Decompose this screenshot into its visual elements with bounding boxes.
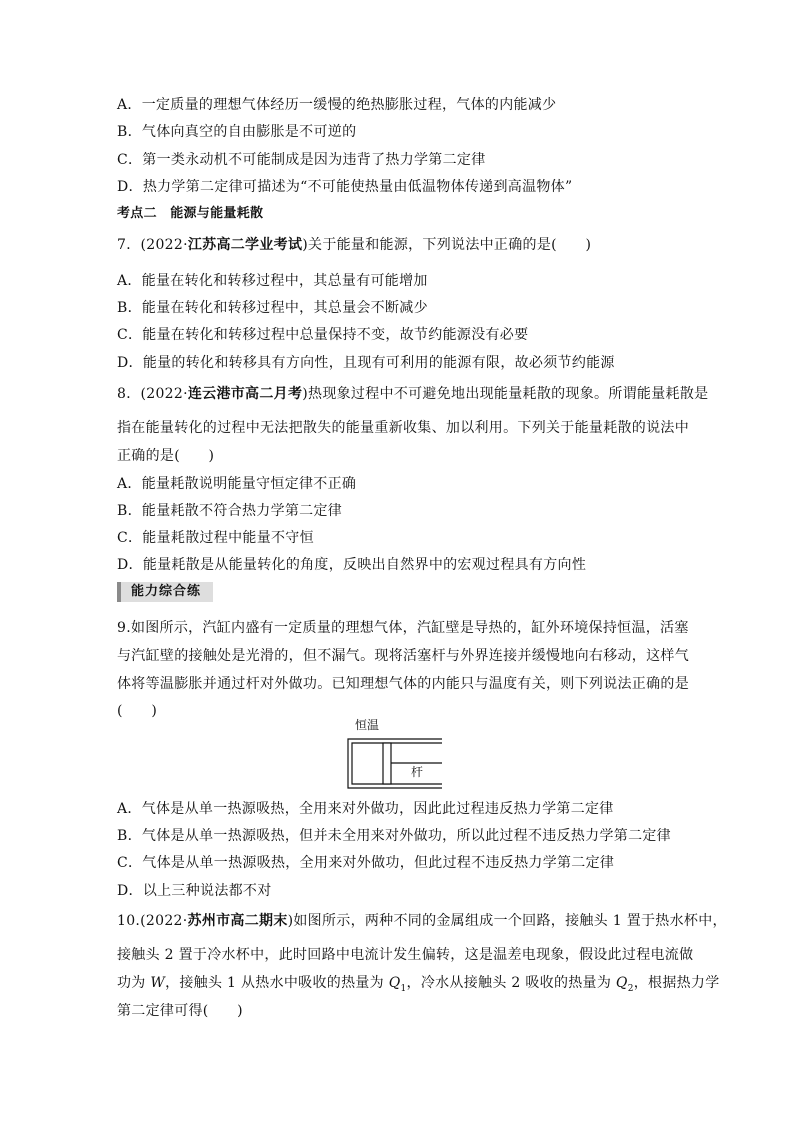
- figure-label-rod: 杆: [411, 765, 424, 779]
- q6-option-b: B．气体向真空的自由膨胀是不可逆的: [117, 124, 357, 140]
- cylinder-piston-figure: [345, 718, 445, 790]
- q10-sub-1: 1: [400, 983, 407, 994]
- q8-option-a: A．能量耗散说明能量守恒定律不正确: [117, 476, 357, 492]
- q10-stem-line3: [117, 974, 720, 998]
- q8-option-b: B．能量耗散不符合热力学第二定律: [117, 503, 343, 519]
- q10-sub-2: 2: [627, 983, 634, 994]
- q10-text-d: ，根据热力学: [633, 975, 720, 991]
- piston: [383, 743, 391, 784]
- q8-stem-line1: [117, 385, 708, 403]
- q9-option-c: C．气体是从单一热源吸热，全用来对外做功，但此过程不违反热力学第二定律: [117, 855, 615, 871]
- q10-stem-line4: 第二定律可得( ): [117, 1003, 243, 1019]
- q10-stem-text: )如图所示，两种不同的金属组成一个回路，接触头 1 置于热水杯中，: [287, 913, 727, 929]
- q10-text-b: ，接触头 1 从热水中吸收的热量为: [165, 975, 389, 991]
- q7-stem-text: )关于能量和能源，下列说法中正确的是( ): [302, 237, 592, 253]
- q8-stem-line2: 指在能量转化的过程中无法把散失的能量重新收集、加以利用。下列关于能量耗散的说法中: [117, 420, 689, 436]
- q9-option-a: A．气体是从单一热源吸热，全用来对外做功，因此此过程违反热力学第二定律: [117, 801, 614, 817]
- q10-text-a: 功为: [117, 975, 151, 991]
- q10-var-q1: Q: [388, 975, 401, 991]
- q9-stem-line4: ( ): [117, 703, 158, 719]
- q8-option-d: D．能量耗散是从能量转化的角度，反映出自然界中的宏观过程具有方向性: [117, 557, 587, 573]
- q7-option-d: D．能量的转化和转移具有方向性，且现有可利用的能源有限，故必须节约能源: [117, 355, 615, 371]
- q8-option-c: C．能量耗散过程中能量不守恒: [117, 530, 314, 546]
- q8-prefix: 8．(2022·: [117, 386, 188, 402]
- q10-var-q2: Q: [615, 975, 628, 991]
- cylinder-diagram: [345, 718, 445, 790]
- q10-source: 苏州市高二期末: [187, 913, 288, 929]
- q9-stem-line1: 9.如图所示，汽缸内盛有一定质量的理想气体，汽缸壁是导热的，缸外环境保持恒温，活塞: [117, 620, 689, 636]
- q7-source: 江苏高二学业考试: [187, 237, 303, 253]
- q10-stem-line2: 接触头 2 置于冷水杯中，此时回路中电流计发生偏转，这是温差电现象，假设此过程电流做: [117, 947, 694, 963]
- section-banner-ability: 能力综合练: [117, 582, 213, 602]
- q6-option-c: C．第一类永动机不可能制成是因为违背了热力学第二定律: [117, 152, 486, 168]
- q8-stem-line3: 正确的是( ): [117, 448, 215, 464]
- q7-prefix: 7．(2022·: [117, 237, 188, 253]
- figure-label-constant-temp: 恒温: [355, 718, 380, 732]
- q6-option-a: A．一定质量的理想气体经历一缓慢的绝热膨胀过程，气体的内能减少: [117, 97, 557, 113]
- q7-option-a: A．能量在转化和转移过程中，其总量有可能增加: [117, 273, 428, 289]
- q10-var-w: W: [150, 975, 166, 991]
- q6-option-d: D．热力学第二定律可描述为“不可能使热量由低温物体传递到高温物体”: [117, 179, 573, 195]
- q9-stem-line3: 体将等温膨胀并通过杆对外做功。已知理想气体的内能只与温度有关，则下列说法正确的是: [117, 676, 689, 692]
- q10-stem-line1: [117, 912, 727, 930]
- q7-option-c: C．能量在转化和转移过程中总量保持不变，故节约能源没有必要: [117, 327, 529, 343]
- q7-option-b: B．能量在转化和转移过程中，其总量会不断减少: [117, 300, 428, 316]
- q9-stem-line2: 与汽缸壁的接触处是光滑的，但不漏气。现将活塞杆与外界连接并缓慢地向右移动，这样气: [117, 648, 689, 664]
- q8-source: 连云港市高二月考: [187, 386, 303, 402]
- q9-option-b: B．气体是从单一热源吸热，但并未全用来对外做功，所以此过程不违反热力学第二定律: [117, 828, 671, 844]
- q7-stem: [117, 236, 591, 254]
- q9-option-d: D．以上三种说法都不对: [117, 883, 272, 899]
- section-heading-energy: 考点二 能源与能量耗散: [117, 206, 264, 221]
- q8-stem-text: )热现象过程中不可避免地出现能量耗散的现象。所谓能量耗散是: [302, 386, 709, 402]
- q10-text-c: ，冷水从接触头 2 吸收的热量为: [406, 975, 616, 991]
- q10-prefix: 10.(2022·: [117, 913, 188, 929]
